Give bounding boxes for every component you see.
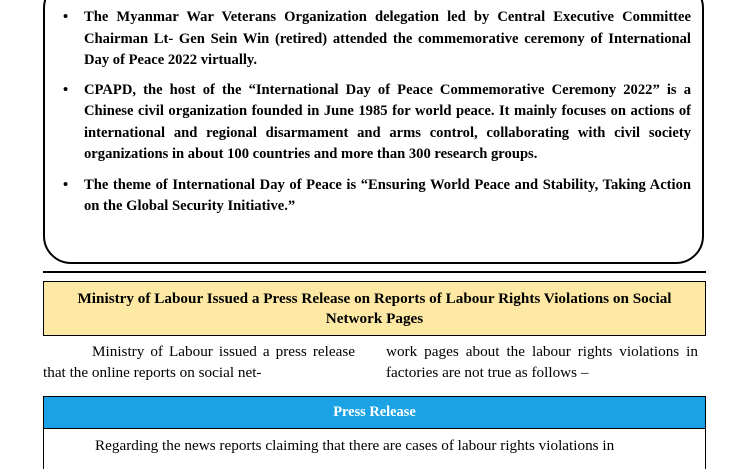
summary-bullet-list bbox=[63, 7, 691, 226]
summary-bullet-item bbox=[63, 175, 691, 218]
summary-bullet-item bbox=[63, 80, 691, 166]
summary-bullet-item bbox=[63, 7, 691, 72]
bullet-dot-icon: • bbox=[63, 81, 69, 98]
press-release-body-text: Regarding the news reports claiming that there are cases of labour rights violations in bbox=[95, 437, 615, 454]
press-release-title-bar bbox=[43, 396, 706, 429]
bullet-dot-icon: • bbox=[63, 9, 69, 25]
section-divider bbox=[43, 271, 706, 273]
article-headline-text: Ministry of Labour Issued a Press Release on Reports of Labour Rights Violations on Social Network Pages bbox=[77, 289, 672, 327]
summary-bullet-text: The Myanmar War Veterans Organization delegation led by Central Executive Committee Chairman Lt- Gen Sein Win (retired) attended the commemorative ceremony of International Day of Peace 2022 virtually. bbox=[84, 9, 691, 68]
article-headline bbox=[43, 281, 706, 336]
press-release-title: Press Release bbox=[333, 404, 416, 420]
article-column-right: work pages about the labour rights violations in factories are not true as follows – bbox=[386, 343, 698, 381]
bullet-dot-icon: • bbox=[63, 176, 69, 193]
press-release-body bbox=[43, 429, 706, 469]
summary-bullet-text: CPAPD, the host of the “International Day of Peace Commemorative Ceremony 2022” is a Chinese civil organization founded in June 1985 for world peace. It mainly focuses on actions of international and regional disarmament and arms control, collaborating with civil society organizations in about 100 countries and more than 300 research groups. bbox=[84, 81, 691, 162]
summary-bullet-text: The theme of International Day of Peace is “Ensuring World Peace and Stability, Taking Action on the Global Security Initiative.” bbox=[84, 176, 691, 214]
article-column-left: Ministry of Labour issued a press release that the online reports on social net- bbox=[43, 343, 355, 381]
